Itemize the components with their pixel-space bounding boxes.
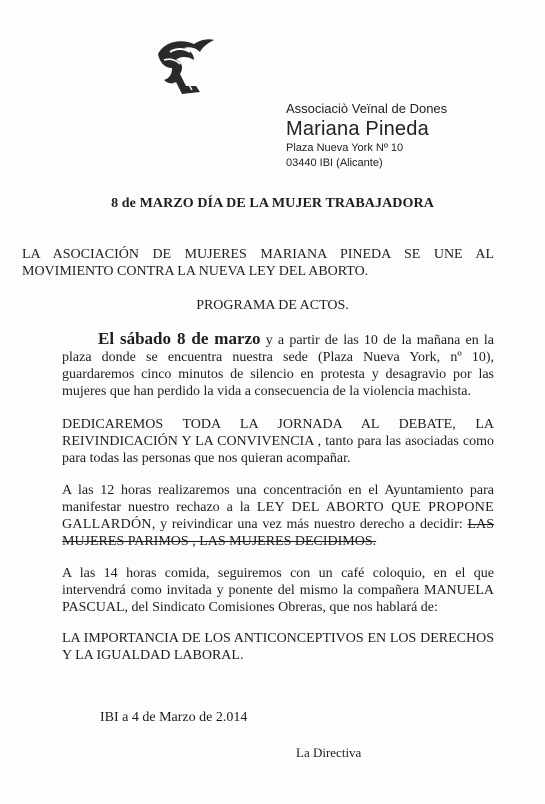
saturday-lead: El sábado 8 de marzo [98,329,261,348]
reivindicar-text: , y reivindicar una vez más nuestro derecho a decidir: [151,517,468,532]
org-address-city: 03440 IBI (Alicante) [286,157,383,169]
paragraph-saturday [62,330,494,400]
ley-aborto-text: LEY DEL ABORTO QUE PROPONE GALLARDÓN [62,500,494,532]
paragraph-comida: A las 14 horas comida, seguiremos con un café coloquio, en el que intervendrá como invitada y ponente del mismo la compañera MANUELA PASCUAL, del Sindicato Comisiones Obreras, que nos hablará de: [62,566,494,615]
slogan-text: LAS MUJERES PARIMOS , LAS MUJERES DECIDIMOS. [62,517,494,549]
association-logo-icon [150,34,220,100]
signature: La Directiva [296,745,362,760]
paragraph-concentration [62,482,494,550]
org-address-street: Plaza Nueva York Nº 10 [286,142,404,154]
programa-heading: PROGRAMA DE ACTOS. [196,298,349,313]
date-line: IBI a 4 de Marzo de 2.014 [100,710,248,725]
paragraph-anticonceptivos: LA IMPORTANCIA DE LOS ANTICONCEPTIVOS EN LOS DERECHOS Y LA IGUALDAD LABORAL. [62,631,494,663]
concentration-text: A las 12 horas realizaremos una concentración en el Ayuntamiento para manifestar nuestro rechazo a la [62,483,494,515]
paragraph-jornada: DEDICAREMOS TODA LA JORNADA AL DEBATE, LA REIVINDICACIÓN Y LA CONVIVENCIA , tanto para las asociadas como para todas las personas que nos quieran acompañar. [62,417,494,466]
document-title: 8 de MARZO DÍA DE LA MUJER TRABAJADORA [111,196,434,211]
organization-header [286,100,447,171]
saturday-text: y a partir de las 10 de la mañana en la plaza donde se encuentra nuestra sede (Plaza Nueva York, nº 10), guardaremos cinco minutos de silencio en protesta y desagravio por las mujeres que han perdido la vida a consecuencia de la violencia machista. [62,333,494,399]
org-name-main: Mariana Pineda [286,118,429,140]
org-name-line: Associaciò Veïnal de Dones [286,101,448,116]
intro-paragraph: LA ASOCIACIÓN DE MUJERES MARIANA PINEDA SE UNE AL MOVIMIENTO CONTRA LA NUEVA LEY DEL ABORTO. [22,247,494,279]
